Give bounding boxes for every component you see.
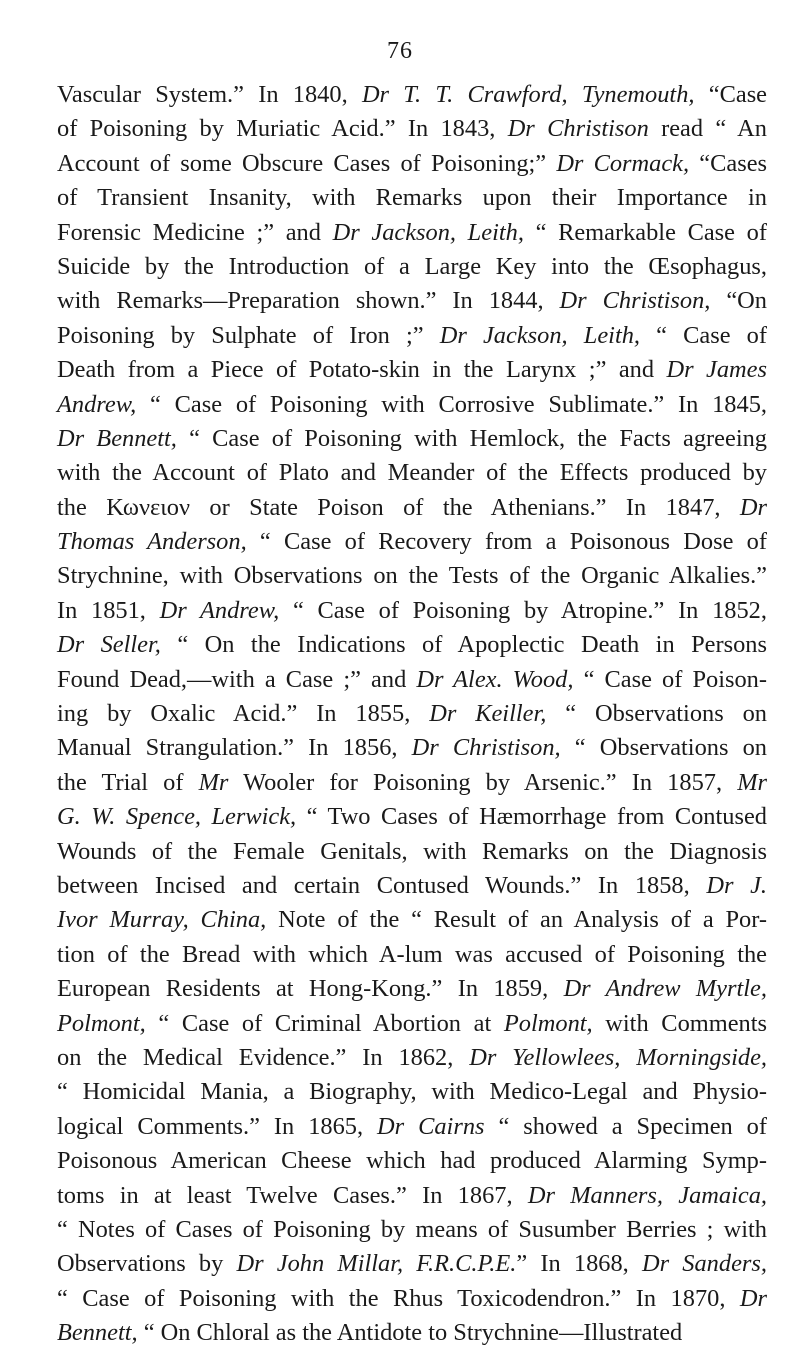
text-line: tion of the Bread with which A-lum was accused of Poisoning the (57, 940, 767, 968)
text-line: Suicide by the Introduction of a Large Key into the Œsophagus, (57, 252, 767, 280)
text-line: Vascular System.” In 1840, Dr T. T. Crawford, Tynemouth, “Case (57, 81, 768, 108)
text-line: Forensic Medicine ;” and Dr Jackson, Leith, “ Remarkable Case of (57, 218, 767, 246)
text-line: Dr Seller, “ On the Indications of Apoplectic Death in Persons (57, 631, 767, 659)
text-line: ing by Oxalic Acid.” In 1855, Dr Keiller, “ Observations on (57, 700, 768, 728)
text-line: Wounds of the Female Genitals, with Remarks on the Diagnosis (57, 837, 767, 865)
text-line: with Remarks—Preparation shown.” In 1844, Dr Christison, “On (57, 287, 767, 315)
text-line: logical Comments.” In 1865, Dr Cairns “ showed a Specimen of (57, 1112, 767, 1140)
text-line: Bennett, “ On Chloral as the Antidote to Strychnine—Illustrated (57, 1319, 683, 1347)
text-line: Account of some Obscure Cases of Poisoning;” Dr Cormack, “Cases (57, 149, 768, 177)
text-line: Strychnine, with Observations on the Tests of the Organic Alkalies.” (57, 562, 767, 590)
text-line: Polmont, “ Case of Criminal Abortion at Polmont, with Comments (57, 1009, 767, 1037)
text-line: Andrew, “ Case of Poisoning with Corrosive Sublimate.” In 1845, (57, 390, 767, 418)
text-line: European Residents at Hong-Kong.” In 1859, Dr Andrew Myrtle, (57, 975, 767, 1003)
text-line: Observations by Dr John Millar, F.R.C.P.E.” In 1868, Dr Sanders, (57, 1250, 767, 1278)
text-line: with the Account of Plato and Meander of the Effects produced by (57, 459, 767, 487)
text-line: “ Case of Poisoning with the Rhus Toxicodendron.” In 1870, Dr (57, 1284, 767, 1312)
body-text (57, 78, 767, 1350)
text-line: “ Homicidal Mania, a Biography, with Medico-Legal and Physio- (57, 1078, 767, 1106)
text-line: between Incised and certain Contused Wounds.” In 1858, Dr J. (57, 871, 767, 899)
text-line: In 1851, Dr Andrew, “ Case of Poisoning by Atropine.” In 1852, (57, 596, 767, 624)
text-line: Death from a Piece of Potato-skin in the Larynx ;” and Dr James (57, 356, 767, 384)
text-line: toms in at least Twelve Cases.” In 1867, Dr Manners, Jamaica, (57, 1181, 767, 1209)
page-number: 76 (387, 38, 413, 64)
text-line: Thomas Anderson, “ Case of Recovery from a Poisonous Dose of (57, 528, 767, 556)
text-line: G. W. Spence, Lerwick, “ Two Cases of Hæmorrhage from Contused (57, 803, 767, 831)
text-line: on the Medical Evidence.” In 1862, Dr Yellowlees, Morningside, (57, 1043, 767, 1071)
text-line: of Poisoning by Muriatic Acid.” In 1843, Dr Christison read “ An (57, 115, 767, 143)
text-line: Manual Strangulation.” In 1856, Dr Christison, “ Observations on (57, 734, 767, 762)
text-line: of Transient Insanity, with Remarks upon their Importance in (57, 184, 767, 212)
text-line: Dr Bennett, “ Case of Poisoning with Hemlock, the Facts agreeing (57, 424, 767, 452)
text-line: the Κωνειον or State Poison of the Athenians.” In 1847, Dr (57, 493, 767, 521)
text-line: Ivor Murray, China, Note of the “ Result of an Analysis of a Por- (57, 906, 768, 934)
text-line: Poisonous American Cheese which had produced Alarming Symp- (57, 1147, 767, 1175)
text-line: “ Notes of Cases of Poisoning by means of Susumber Berries ; with (57, 1215, 767, 1243)
text-line: Poisoning by Sulphate of Iron ;” Dr Jackson, Leith, “ Case of (57, 321, 767, 349)
text-line: the Trial of Mr Wooler for Poisoning by Arsenic.” In 1857, Mr (57, 768, 767, 796)
text-line: Found Dead,—with a Case ;” and Dr Alex. Wood, “ Case of Poison- (57, 665, 767, 693)
